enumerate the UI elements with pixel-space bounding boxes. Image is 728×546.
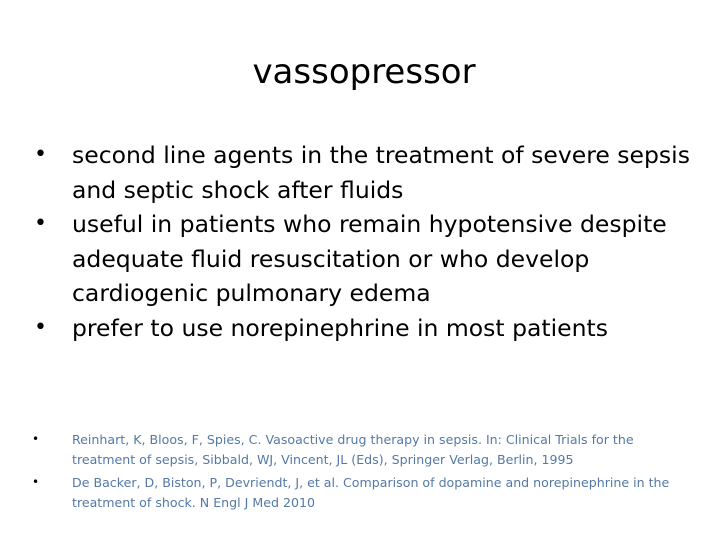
bullet-text: prefer to use norepinephrine in most patients [72, 313, 608, 342]
bullet-icon: • [34, 211, 47, 236]
bullet-item [34, 207, 694, 311]
bullet-icon: • [34, 142, 47, 167]
slide-title: vassopressor [252, 52, 476, 92]
reference-text: De Backer, D, Biston, P, Devriendt, J, et al. Comparison of dopamine and norepinephrine in the treatment of shock. N Engl J Med 2010 [72, 475, 670, 510]
reference-text: Reinhart, K, Bloos, F, Spies, C. Vasoactive drug therapy in sepsis. In: Clinical Trials for the treatment of sepsis, Sibbald, WJ, Vincent, JL (Eds), Springer Verlag, Berlin, 1995 [72, 432, 634, 467]
reference-bullet-icon: • [32, 432, 40, 446]
bullet-text: second line agents in the treatment of severe sepsis and septic shock after fluids [72, 141, 690, 204]
bullet-icon: • [34, 314, 47, 340]
reference-item [32, 473, 692, 512]
reference-item [32, 430, 692, 469]
bullet-text: useful in patients who remain hypotensive despite adequate fluid resuscitation or who develop cardiogenic pulmonary edema [72, 210, 667, 307]
bullet-item [34, 311, 694, 346]
bullet-item [34, 138, 694, 207]
bullet-list [34, 138, 694, 345]
reference-bullet-icon: • [32, 475, 40, 490]
reference-list [32, 430, 692, 516]
